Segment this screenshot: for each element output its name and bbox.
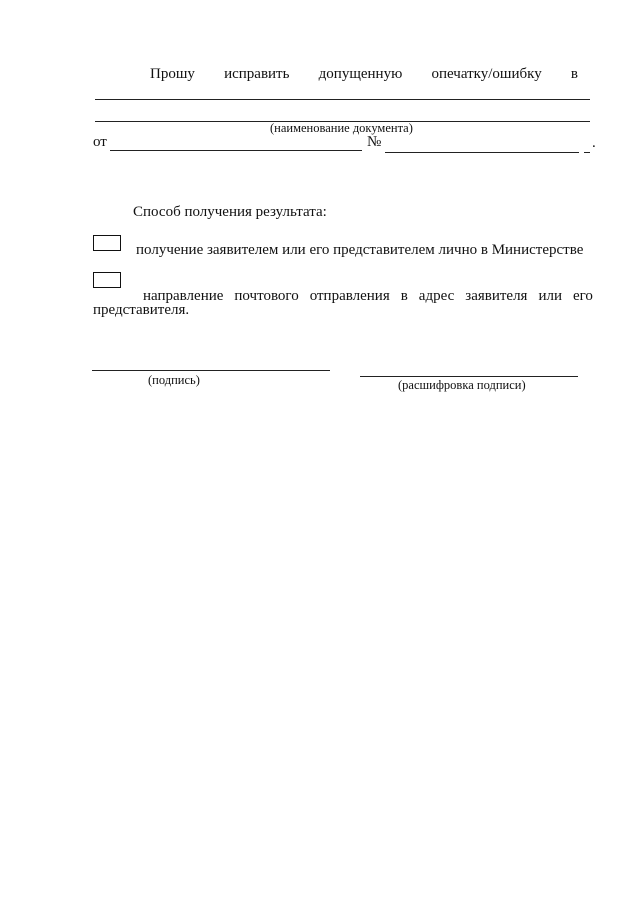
- option-2-word-3: отправления: [309, 288, 390, 304]
- method-heading: Способ получения результата:: [133, 204, 327, 220]
- request-word-4: опечатку/ошибку: [431, 66, 542, 82]
- signature-decode-line[interactable]: [360, 376, 578, 377]
- document-name-caption: (наименование документа): [270, 121, 413, 135]
- number-line[interactable]: [385, 152, 579, 153]
- option-2-label-line-1: [143, 288, 593, 305]
- option-2-word-2: почтового: [234, 288, 299, 304]
- option-2-word-4: в: [400, 288, 408, 304]
- option-2-word-6: заявителя: [465, 288, 528, 304]
- signature-caption: (подпись): [148, 373, 200, 387]
- request-word-5: в: [570, 66, 578, 82]
- option-2-word-5: адрес: [418, 288, 455, 304]
- request-word-3: допущенную: [318, 66, 403, 82]
- date-line[interactable]: [110, 150, 362, 151]
- signature-decode-caption: (расшифровка подписи): [398, 378, 526, 392]
- option-2-word-8: его: [572, 288, 593, 304]
- request-line: [150, 66, 578, 83]
- option-1-label: получение заявителем или его представителем лично в Министерстве: [136, 242, 584, 258]
- option-1-checkbox[interactable]: [93, 235, 121, 251]
- request-word-1: Прошу: [150, 66, 195, 82]
- signature-line[interactable]: [92, 370, 330, 371]
- document-name-line-1[interactable]: [95, 99, 590, 100]
- number-label: №: [367, 134, 382, 150]
- end-dot: .: [592, 135, 596, 151]
- from-label: от: [93, 134, 107, 150]
- option-2-label-line-2: представителя.: [93, 302, 190, 318]
- option-2-checkbox[interactable]: [93, 272, 121, 288]
- number-line-tail: [584, 152, 590, 153]
- option-2-word-7: или: [538, 288, 562, 304]
- request-word-2: исправить: [224, 66, 290, 82]
- option-2-word-1: направление: [143, 288, 224, 304]
